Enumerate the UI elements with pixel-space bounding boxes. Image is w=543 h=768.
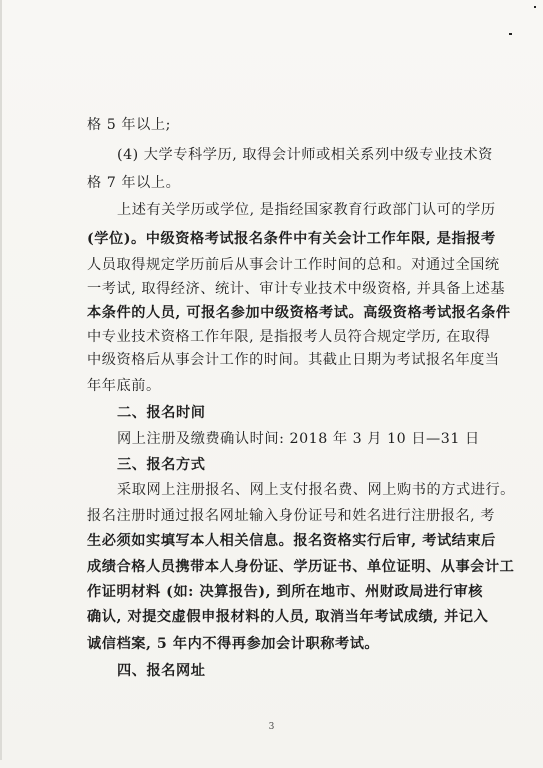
section-heading: 四、报名网址 xyxy=(117,663,206,679)
scan-speck xyxy=(0,0,2,760)
text-line: 本条件的人员, 可报名参加中级资格考试。高级资格考试报名条件 xyxy=(87,305,511,321)
scan-speck xyxy=(509,33,512,35)
text-line: (学位)。中级资格考试报名条件中有关会计工作年限, 是指报考 xyxy=(87,231,496,247)
text-line: 人员取得规定学历前后从事会计工作时间的总和。对通过全国统 xyxy=(87,257,500,273)
text-line: (4) 大学专科学历, 取得会计师或相关系列中级专业技术资 xyxy=(117,147,493,163)
text-line: 中专业技术资格工作年限, 是指报考人员符合规定学历, 在取得 xyxy=(87,329,491,345)
text-line: 网上注册及缴费确认时间: 2018 年 3 月 10 日—31 日 xyxy=(117,431,480,447)
text-line: 报名注册时通过报名网址输入身份证号和姓名进行注册报名, 考 xyxy=(87,508,496,524)
text-line: 中级资格后从事会计工作的时间。其截止日期为考试报名年度当 xyxy=(87,352,500,368)
page-number: 3 xyxy=(268,722,275,732)
scan-speck xyxy=(534,6,536,8)
text-line: 成绩合格人员携带本人身份证、学历证书、单位证明、从事会计工 xyxy=(87,559,515,575)
text-line: 生必须如实填写本人相关信息。报名资格实行后审, 考试结束后 xyxy=(87,533,496,549)
text-line: 年年底前。 xyxy=(87,378,161,394)
section-heading: 二、报名时间 xyxy=(117,405,206,421)
text-line: 诚信档案, 5 年内不得再参加会计职称考试。 xyxy=(87,636,380,652)
text-line: 一考试, 取得经济、统计、审计专业技术中级资格, 并具备上述基 xyxy=(87,281,506,297)
text-line: 采取网上注册报名、网上支付报名费、网上购书的方式进行。 xyxy=(117,482,515,498)
text-line: 上述有关学历或学位, 是指经国家教育行政部门认可的学历 xyxy=(117,202,496,218)
text-line: 格 5 年以上; xyxy=(87,117,171,133)
text-line: 作证明材料 (如: 决算报告), 到所在地市、州财政局进行审核 xyxy=(87,584,483,600)
text-line: 确认, 对提交虚假申报材料的人员, 取消当年考试成绩, 并记入 xyxy=(87,609,489,625)
section-heading: 三、报名方式 xyxy=(117,457,206,473)
text-line: 格 7 年以上。 xyxy=(87,175,181,191)
